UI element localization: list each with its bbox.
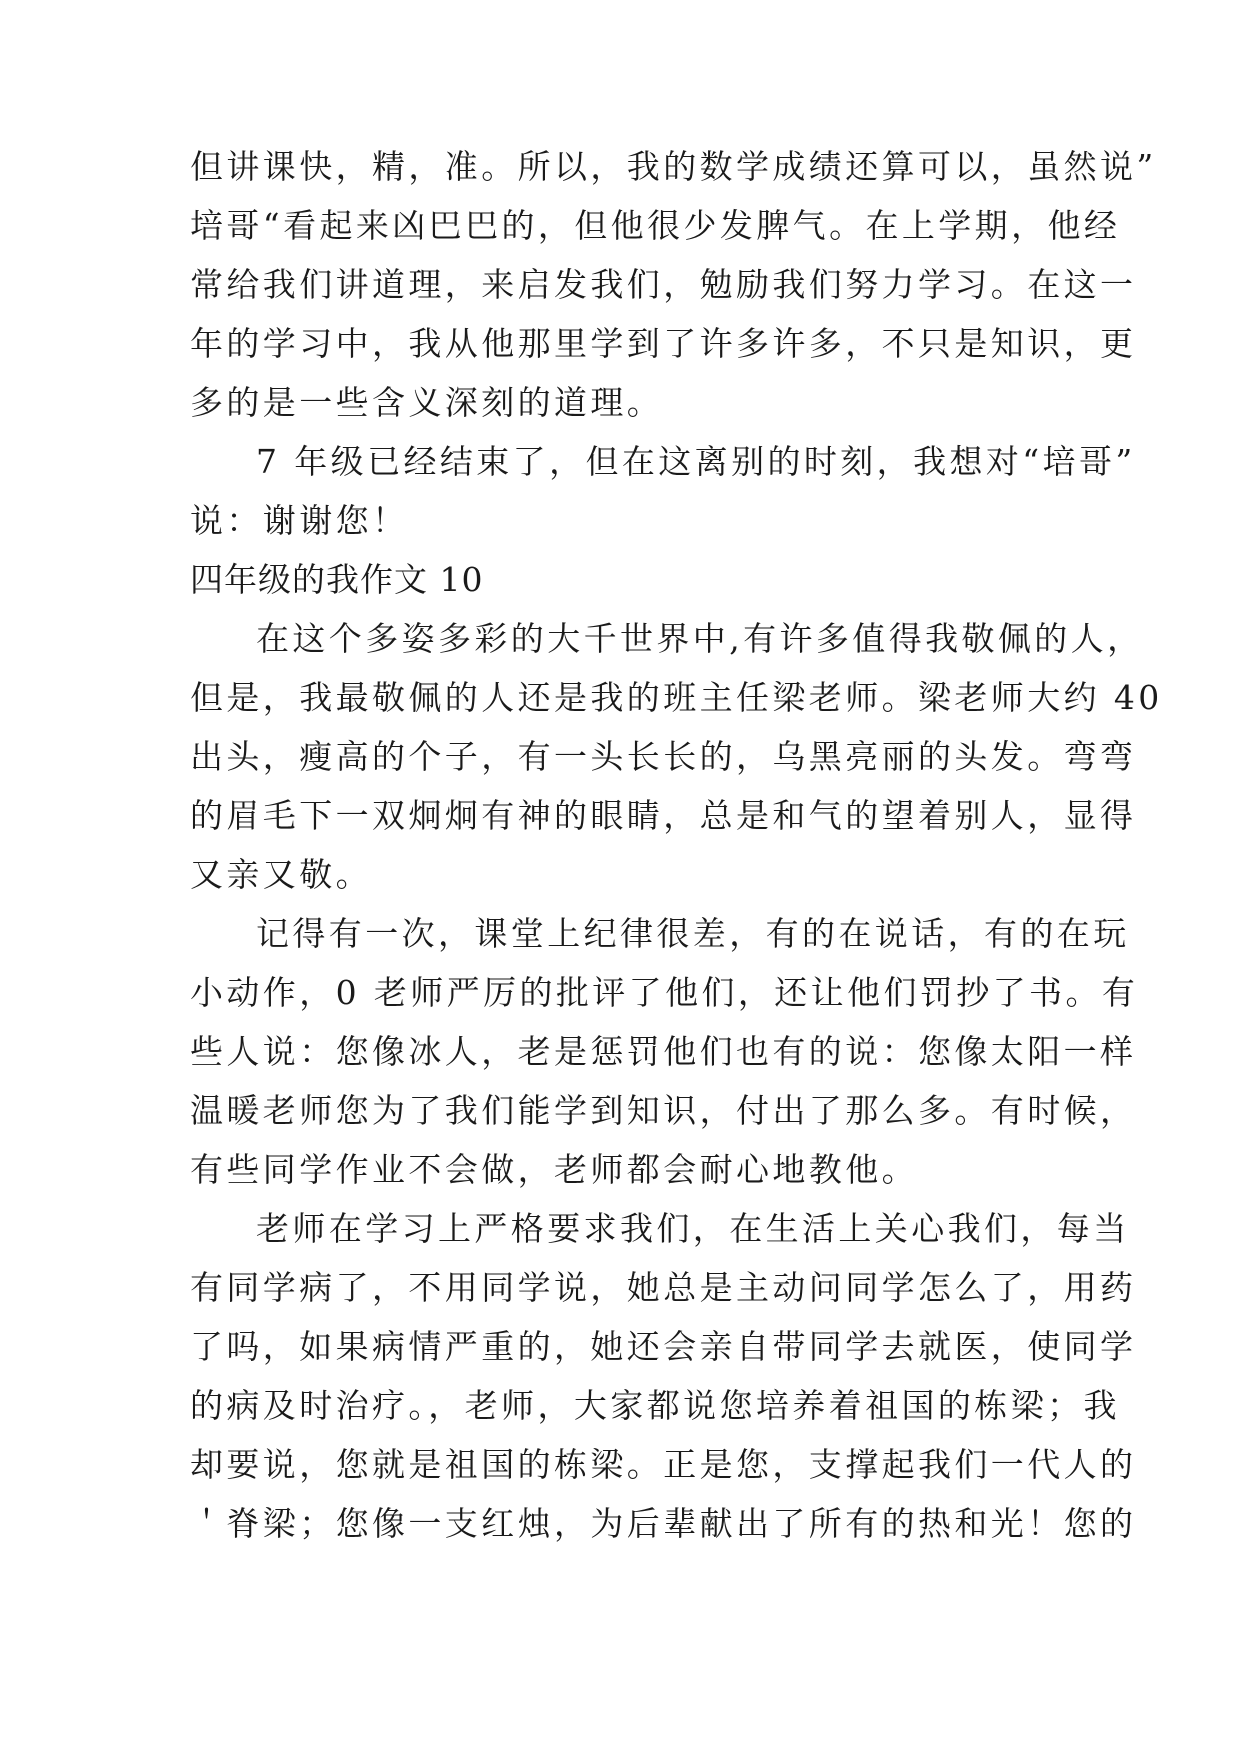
paragraph-line: 温暖老师您为了我们能学到知识，付出了那么多。有时候， (190, 1091, 1137, 1130)
paragraph-line: 却要说，您就是祖国的栋梁。正是您，支撑起我们一代人的 (190, 1445, 1137, 1484)
paragraph-line: 多的是一些含义深刻的道理。 (190, 383, 664, 422)
paragraph-line: 培哥“看起来凶巴巴的，但他很少发脾气。在上学期，他经 (190, 206, 1121, 245)
section-heading: 四年级的我作文 10 (190, 560, 484, 599)
paragraph-line: ＇脊梁；您像一支红烛，为后辈献出了所有的热和光！您的 (190, 1504, 1137, 1543)
paragraph-line: 但讲课快，精，准。所以，我的数学成绩还算可以，虽然说” (190, 147, 1157, 186)
paragraph-line: 了吗，如果病情严重的，她还会亲自带同学去就医，使同学 (190, 1327, 1137, 1366)
paragraph-line: 的眉毛下一双炯炯有神的眼睛，总是和气的望着别人，显得 (190, 796, 1137, 835)
paragraph-line: 些人说：您像冰人，老是惩罚他们也有的说：您像太阳一样 (190, 1032, 1137, 1071)
paragraph-line: 7 年级已经结束了，但在这离别的时刻，我想对“培哥” (256, 442, 1136, 481)
paragraph-line: 又亲又敬。 (190, 855, 372, 894)
paragraph-line: 老师在学习上严格要求我们，在生活上关心我们，每当 (256, 1209, 1130, 1248)
paragraph-line: 记得有一次，课堂上纪律很差，有的在说话，有的在玩 (256, 914, 1130, 953)
paragraph-line: 的病及时治疗。，老师，大家都说您培养着祖国的栋梁；我 (190, 1386, 1120, 1425)
paragraph-line: 有些同学作业不会做，老师都会耐心地教他。 (190, 1150, 918, 1189)
paragraph-line: 年的学习中，我从他那里学到了许多许多，不只是知识，更 (190, 324, 1137, 363)
paragraph-line: 在这个多姿多彩的大千世界中,有许多值得我敬佩的人， (256, 619, 1144, 658)
paragraph-line: 常给我们讲道理，来启发我们，勉励我们努力学习。在这一 (190, 265, 1137, 304)
paragraph-line: 说：谢谢您！ (190, 501, 409, 540)
paragraph-line: 小动作，0 老师严厉的批评了他们，还让他们罚抄了书。有 (190, 973, 1139, 1012)
paragraph-line: 出头，瘦高的个子，有一头长长的，乌黑亮丽的头发。弯弯 (190, 737, 1137, 776)
paragraph-line: 有同学病了，不用同学说，她总是主动问同学怎么了，用药 (190, 1268, 1137, 1307)
paragraph-line: 但是，我最敬佩的人还是我的班主任梁老师。梁老师大约 40 (190, 678, 1163, 717)
